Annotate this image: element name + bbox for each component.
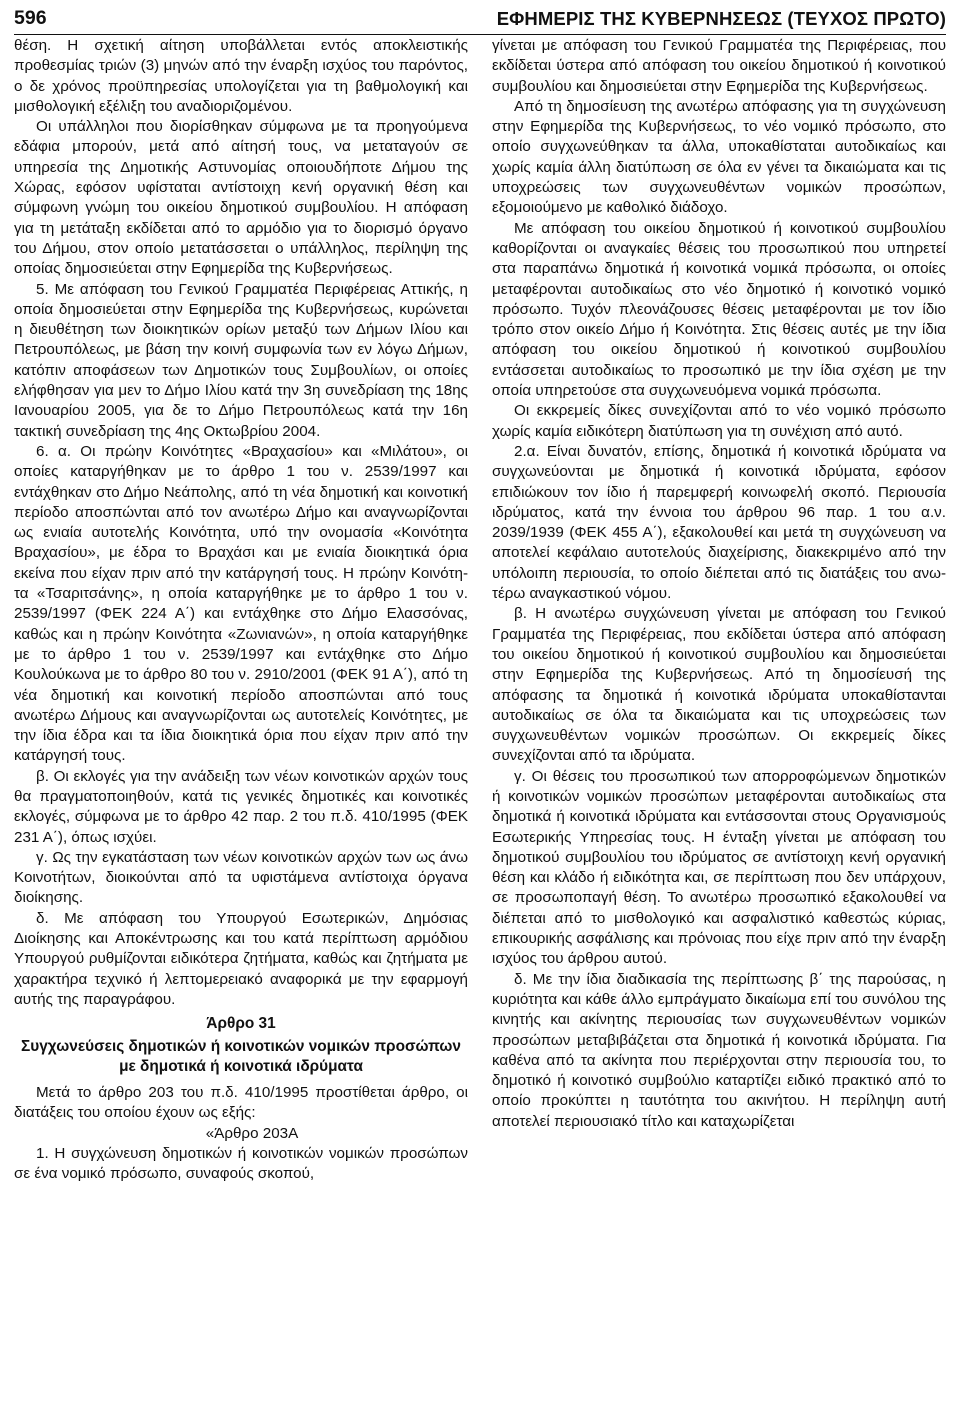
article-number: Άρθρο 31 <box>206 1015 276 1033</box>
paragraph: 2.α. Είναι δυνατόν, επίσης, δημοτικά ή κοινοτικά ιδρύματα να συγχωνεύονται με δημοτικά ή κοινοτικά ιδρύματα, εφόσον επιδιώκουν τον ίδιο ή παρεμφερή κοινωφελή σκοπό. Περιουσία ιδρύματος, κατά την έννοια του άρθρου 96 παρ. 1 του α.ν. 2039/1939 (ΦΕΚ 455 Α΄), εξακολουθεί και μετά τη συγχώνευση να αποτελεί κεφάλαιο αυτοτελούς διαχείρισης, διακεκριμένο από την υπόλοιπη περιουσία, το οποίο διέπεται από τις διατάξεις του ανωτέρω αναγκαστικού νόμου. <box>492 442 946 603</box>
paragraph: 1. Η συγχώνευση δημοτικών ή κοινοτικών νομικών προσώπων σε ένα νομικό πρόσωπο, συναφούς σκοπού, <box>14 1145 468 1183</box>
paragraph: β. Οι εκλογές για την ανάδειξη των νέων κοινοτικών αρχών τους θα πραγματοποιηθούν, κατά τις γενικές δημοτικές και κοινοτικές εκλογές, σύμφωνα με το άρθρο 42 παρ. 2 του π.δ. 410/1995 (ΦΕΚ 231 Α΄), όπως ισχύει. <box>14 767 468 846</box>
paragraph: Οι εκκρεμείς δίκες συνεχίζονται από το νέο νομικό πρόσωπο χωρίς καμία ειδικότερη διατύπωση για τη συνέχιση από αυτό. <box>492 402 946 440</box>
paragraph: 5. Με απόφαση του Γενικού Γραμματέα Περιφέρειας Αττικής, η οποία δημοσιεύεται στην Εφημερίδα της Κυβερνήσεως, κυρώνεται η διευθέτηση των διοικητικών ορίων μεταξύ των Δήμων Ιλίου και Πετρουπόλεως, με βάση την κοινή συμφωνία των εν λόγω Δήμων, κατόπιν αποφάσεων των Δημοτικών τους Συμβουλίων, οι οποίες ελήφθησαν για μεν το Δήμο Ιλίου κατά την 3η συνεδρίαση της 18ης Ιανουαρίου 2005, για δε το Δήμο Πετρουπόλεως κατά την 16η τακτική συνεδρίαση της 4ης Οκτωβρίου 2004. <box>14 280 468 440</box>
paragraph: δ. Με απόφαση του Υπουργού Εσωτερικών, Δημόσιας Διοίκησης και Αποκέντρωσης και του κατά περίπτωση αρμόδιου Υπουργού ρυθμίζονται ειδικότερα ζητήματα, καθώς και ζητήματα με χαρακτήρα τεχνικό ή λεπτομερειακό αναφορικά με την εφαρμογή αυτής της παραγράφου. <box>14 909 468 1008</box>
right-column <box>492 36 946 1132</box>
paragraph: Με απόφαση του οικείου δημοτικού ή κοινοτικού συμβουλίου καθορίζονται οι αναγκαίες θέσεις του προσωπικού που υπηρετεί στα παραπάνω δημοτικά ή κοινοτικά νομικά πρόσωπα, οι οποίες μεταφέρονται αυτοδικαίως στο νέο δημοτικό ή κοινοτικό νομικό πρόσωπο. Τυχόν πλεονάζουσες θέσεις μεταφέρονται με τον ίδιο τρόπο στον οικείο Δήμο ή Κοινότητα. Στις θέσεις αυτές με την ίδια απόφαση του οικείου δημοτικού ή κοινοτικού συμβουλίου εντάσσεται αυτοδικαίως το προσωπικό με την ίδια σχέση με την οποία υπηρετούσε στα συγχωνευόμενα νομικά πρόσωπα. <box>492 219 946 400</box>
paragraph: 6. α. Οι πρώην Κοινότητες «Βραχασίου» και «Μιλάτου», οι οποίες καταργήθηκαν με το άρθρο 1 του ν. 2539/1997 και εντάχθηκαν στο Δήμο Νεάπολης, από τη νέα δημοτική και κοινοτική περίοδο αποσπώνται από τον ανωτέρω Δήμο και αναγνωρίζονται ως ενιαία αυτοτελής Κοινότητα, υπό την ονομασία «Κοινότητα Βραχασίου», με έδρα το Βραχάσι και με ενιαία διοικητικά όρια εκείνα που είχαν πριν από την κατάργησή τους. Η πρώην Κοινότητα «Τσαριτσάνης», η οποία καταργήθηκε με το άρθρο 1 του ν. 2539/1997 (ΦΕΚ 224 Α΄) και εντάχθηκε στο Δήμο Ελασσόνας, καθώς και η πρώην Κοινότητα «Ζωνιανών», η οποία καταργήθηκε με το άρθρο 1 του ν. 2539/1997 και εντάχθηκε στο Δήμο Κουλούκωνα με το άρθρο 80 του ν. 2910/2001 (ΦΕΚ 91 Α΄), από τη νέα δημοτική και κοινοτική περίοδο αποσπώνται από τους ανωτέρω Δήμους και αναγνωρίζονται ως αυτοτελείς Κοινότητες, με την ίδια έδρα και τα ίδια διοικητικά όρια που είχαν πριν από την κατάργησή τους. <box>14 442 468 765</box>
paragraph: Από τη δημοσίευση της ανωτέρω απόφασης για τη συγχώνευση στην Εφημερίδα της Κυβερνήσεως, το νέο νομικό πρόσωπο, στο οποίο συγχωνεύθηκαν τα άλλα, υποκαθίσταται αυτοδικαίως και χωρίς καμία άλλη διατύπωση σε όλα εν γένει τα δικαιώματα και τις υποχρεώσεις των συγχωνευθέντων νομικών προσώπων, εξομοιούμενο με καθολικό διάδοχο. <box>492 97 946 217</box>
journal-title: ΕΦΗΜΕΡΙΣ ΤΗΣ ΚΥΒΕΡΝΗΣΕΩΣ (ΤΕΥΧΟΣ ΠΡΩΤΟ) <box>496 8 946 29</box>
paragraph: β. Η ανωτέρω συγχώνευση γίνεται με απόφαση του Γενικού Γραμματέα της Περιφέρειας, που εκδίδεται ύστερα από απόφαση του οικείου δημοτικού ή κοινοτικού συμβουλίου και δημοσιεύεται στην Εφημερίδα της Κυβερνήσεως. Από τη δημοσίευσή της απόφασης τα δημοτικά ή κοινοτικά ιδρύματα υποκαθίστανται αυτοδικαίως σε όλα τα δικαιώματα και τις υποχρεώσεις των συγχωνευθέντων νομικών προσώπων. Οι εκκρεμείς δίκες συνεχίζονται από τα ιδρύματα. <box>492 605 946 765</box>
paragraph: δ. Με την ίδια διαδικασία της περίπτωσης β΄ της παρούσας, η κυριότητα και κάθε άλλο εμπράγματο δικαίωμα επί του συνόλου της κινητής και ακίνητης περιουσίας των συγχωνευθέντων νομικών προσώπων μεταβιβάζεται στα δημοτικά ή κοινοτικά ιδρύματα. Για καθένα από τα ακίνητα που περιέρχονται στην περιουσία του, το δημοτικό ή κοινοτικό συμβούλιο καταρτίζει ειδικό πρακτικό από το οποίο προκύπτει η ταυτότητα του ακινήτου. Η περίληψη αυτή αποτελεί περιουσιακό τίτλο και καταχωρίζεται <box>492 970 946 1130</box>
article-heading: Συγχωνεύσεις δημοτικών ή κοινοτικών νομικών προσώπων με δημοτικά ή κοινοτικά ιδρύματα <box>21 1037 461 1075</box>
paragraph: γ. Οι θέσεις του προσωπικού των απορροφώμενων δημοτικών ή κοινοτικών νομικών προσώπων μεταφέρονται αυτοδικαίως στα δημοτικά ή κοινοτικά ιδρύματα και εντάσσονται στους Οργανισμούς Εσωτερικής Υπηρεσίας τους. Η ένταξη γίνεται με απόφαση του δημοτικού συμβουλίου του ιδρύματος σε αντίστοιχη κενή οργανική θέση και κλάδο ή ειδικότητα και, σε περίπτωση που δεν υπάρχουν, σε προσωποπαγή θέση. Το ανωτέρω προσωπικό εξακολουθεί να διέπεται από το μισθολογικό και ασφαλιστικό καθεστώς κύριας, επικουρικής ασφάλισης και πρόνοιας που είχε πριν από την έναρξη ισχύος του άρθρου αυτού. <box>492 767 946 968</box>
paragraph: Μετά το άρθρο 203 του π.δ. 410/1995 προστίθεται άρθρο, οι διατάξεις του οποίου έχουν ως εξής: <box>14 1084 468 1122</box>
left-column <box>14 36 468 1185</box>
sub-article-title: «Άρθρο 203Α <box>205 1124 299 1142</box>
page-number: 596 <box>14 7 47 29</box>
paragraph: γίνεται με απόφαση του Γενικού Γραμματέα της Περιφέρειας, που εκδίδεται ύστερα από απόφαση του οικείου δημοτικού ή κοινοτικού συμβουλίου και δημοσιεύεται στην Εφημερίδα της Κυβερνήσεως. <box>492 37 946 95</box>
paragraph: Οι υπάλληλοι που διορίσθηκαν σύμφωνα με τα προηγούμενα εδάφια μπορούν, μετά από αίτησή τους, να μεταταγούν σε υπηρεσία της Δημοτικής Αστυνομίας οποιουδήποτε Δήμου της Χώρας, εφόσον υφίσταται αντίστοιχη κενή οργανική θέση και σύμφωνη γνώμη του οικείου δημοτικού συμβουλίου. Η απόφαση για τη μετάταξη εκδίδεται από το αρμόδιο για το διορισμό όργανο του Δήμου, στον οποίο μετατάσσεται ο υπάλληλος, περίληψη της οποίας δημοσιεύεται στην Εφημερίδα της Κυβερνήσεως. <box>14 118 468 278</box>
paragraph: γ. Ως την εγκατάσταση των νέων κοινοτικών αρχών των ως άνω Κοινοτήτων, διοικούνται από τα υφιστάμενα αντίστοιχα όργανα διοίκησης. <box>14 848 468 907</box>
paragraph: θέση. Η σχετική αίτηση υποβάλλεται εντός αποκλειστικής προθεσμίας τριών (3) μηνών από την έναρξη ισχύος του παρόντος, ο δε χρόνος προϋπηρεσίας υπολογίζεται για τη βαθμολογική και μισθολογική εξέλιξη του αναδιοριζομένου. <box>14 37 468 115</box>
page-header <box>14 4 946 35</box>
